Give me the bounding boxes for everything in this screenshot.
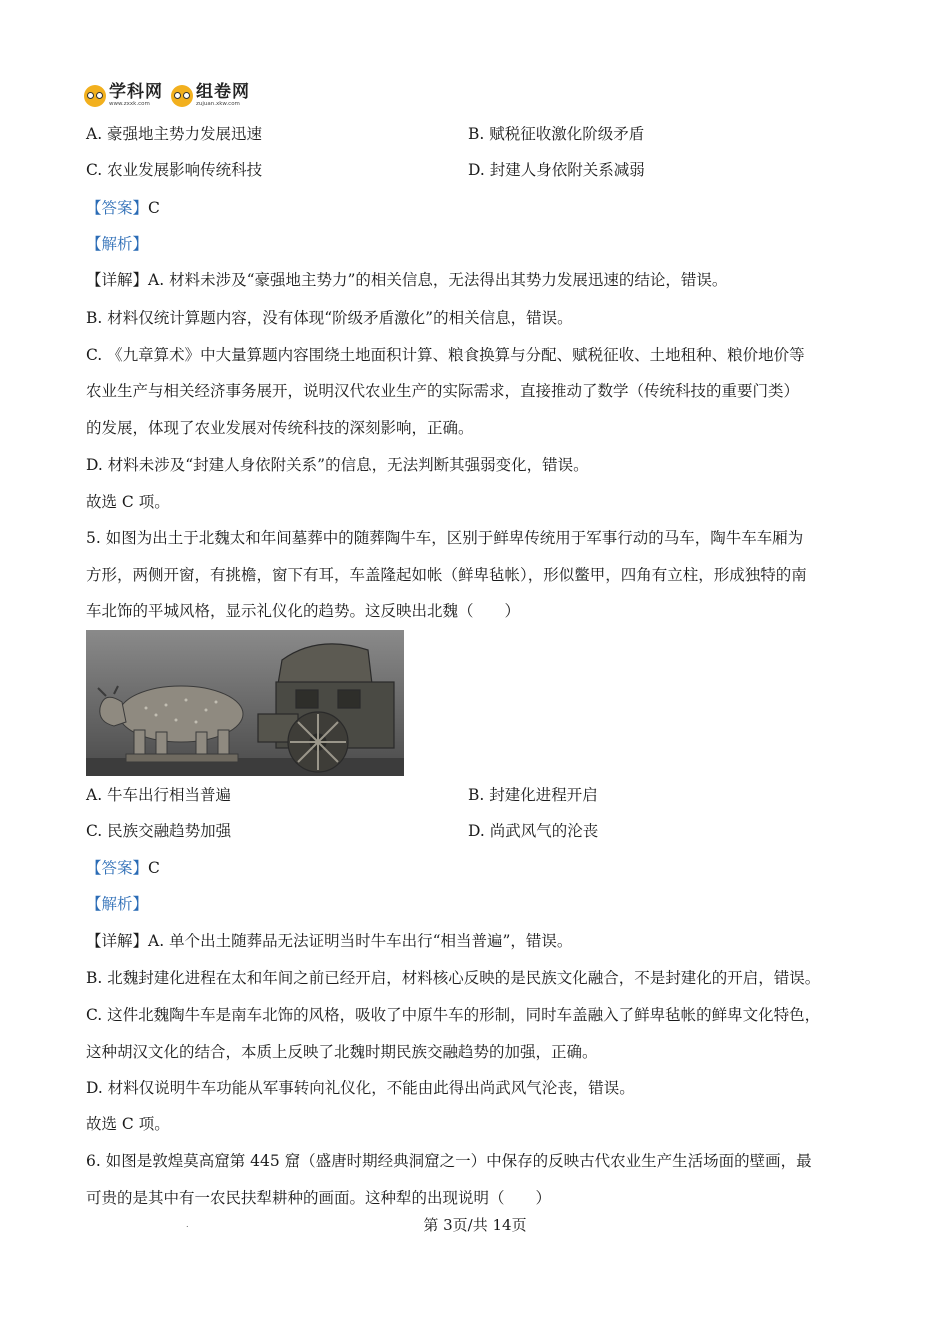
q5-stem-1: 5. 如图为出土于北魏太和年间墓葬中的随葬陶牛车，区别于鲜卑传统用于军事行动的马车，陶牛车车厢为 xyxy=(86,529,804,547)
q4-detail-3: C. 《九章算术》中大量算题内容围绕土地面积计算、粮食换算与分配、赋税征收、土地租种、粮价地价等 xyxy=(86,346,805,364)
zujuanwang-logo xyxy=(171,84,250,108)
stray-dot: . xyxy=(186,1220,189,1229)
ox-cart-illustration xyxy=(86,630,404,776)
q4-option-b: B. 赋税征收激化阶级矛盾 xyxy=(468,125,645,143)
q5-detail-5: D. 材料仅说明牛车功能从军事转向礼仪化，不能由此得出尚武风气沦丧，错误。 xyxy=(86,1079,635,1097)
q4-detail-4: 农业生产与相关经济事务展开，说明汉代农业生产的实际需求，直接推动了数学（传统科技的重要门类） xyxy=(86,382,800,400)
owl-mascot-icon xyxy=(171,85,193,107)
q5-answer xyxy=(86,857,160,879)
detail-text: A. 材料未涉及“豪强地主势力”的相关信息，无法得出其势力发展迅速的结论，错误。 xyxy=(148,271,728,289)
detail-tag: 【详解】 xyxy=(86,932,149,950)
answer-value: C xyxy=(148,859,160,877)
q5-stem-3: 车北饰的平城风格，显示礼仪化的趋势。这反映出北魏（ ） xyxy=(86,602,521,620)
logo1-url: www.zxxk.com xyxy=(109,101,150,108)
q5-option-b: B. 封建化进程开启 xyxy=(468,786,598,804)
q5-option-d: D. 尚武风气的沦丧 xyxy=(468,822,599,840)
q4-detail-5: 的发展，体现了农业发展对传统科技的深刻影响，正确。 xyxy=(86,419,474,437)
q4-option-a: A. 豪强地主势力发展迅速 xyxy=(86,125,263,143)
page-number: 第 3页/共 14页 xyxy=(423,1216,527,1234)
q4-conclusion: 故选 C 项。 xyxy=(86,493,170,511)
header-logos xyxy=(84,82,250,110)
answer-value: C xyxy=(148,199,160,217)
q4-detail-6: D. 材料未涉及“封建人身依附关系”的信息，无法判断其强弱变化，错误。 xyxy=(86,456,589,474)
q5-detail-3: C. 这件北魏陶牛车是南车北饰的风格，吸收了中原牛车的形制，同时车盖融入了鲜卑毡帐的鲜卑文化特色， xyxy=(86,1006,821,1024)
q5-analysis-tag: 【解析】 xyxy=(86,895,149,913)
detail-tag: 【详解】 xyxy=(86,271,149,289)
q4-detail-2: B. 材料仅统计算题内容，没有体现“阶级矛盾激化”的相关信息，错误。 xyxy=(86,309,573,327)
logo2-text: 组卷网 xyxy=(196,82,250,103)
answer-tag: 【答案】 xyxy=(86,859,149,877)
q5-detail-1 xyxy=(86,930,572,952)
xuekewang-logo xyxy=(84,84,163,108)
logo1-text: 学科网 xyxy=(109,82,163,103)
q4-detail-1 xyxy=(86,269,727,291)
q6-stem-1: 6. 如图是敦煌莫高窟第 445 窟（盛唐时期经典洞窟之一）中保存的反映古代农业生产生活场面的壁画，最 xyxy=(86,1152,812,1170)
q5-option-c: C. 民族交融趋势加强 xyxy=(86,822,232,840)
q4-analysis-tag: 【解析】 xyxy=(86,235,149,253)
detail-text: A. 单个出土随葬品无法证明当时牛车出行“相当普遍”，错误。 xyxy=(148,932,573,950)
q5-detail-4: 这种胡汉文化的结合，本质上反映了北魏时期民族交融趋势的加强，正确。 xyxy=(86,1043,598,1061)
q4-answer xyxy=(86,197,160,219)
q5-detail-2: B. 北魏封建化进程在太和年间之前已经开启，材料核心反映的是民族文化融合，不是封建化的开启，错误。 xyxy=(86,969,821,987)
q5-option-a: A. 牛车出行相当普遍 xyxy=(86,786,232,804)
ox-cart-photo xyxy=(86,630,404,776)
q4-option-d: D. 封建人身依附关系减弱 xyxy=(468,161,645,179)
q5-conclusion: 故选 C 项。 xyxy=(86,1115,170,1133)
owl-mascot-icon xyxy=(84,85,106,107)
answer-tag: 【答案】 xyxy=(86,199,149,217)
logo2-url: zujuan.xkw.com xyxy=(196,101,240,108)
q6-stem-2: 可贵的是其中有一农民扶犁耕种的画面。这种犁的出现说明（ ） xyxy=(86,1189,552,1207)
q4-option-c: C. 农业发展影响传统科技 xyxy=(86,161,263,179)
q5-stem-2: 方形，两侧开窗，有挑檐，窗下有耳，车盖隆起如帐（鲜卑毡帐），形似鳖甲，四角有立柱，形成独特的南 xyxy=(86,566,807,584)
